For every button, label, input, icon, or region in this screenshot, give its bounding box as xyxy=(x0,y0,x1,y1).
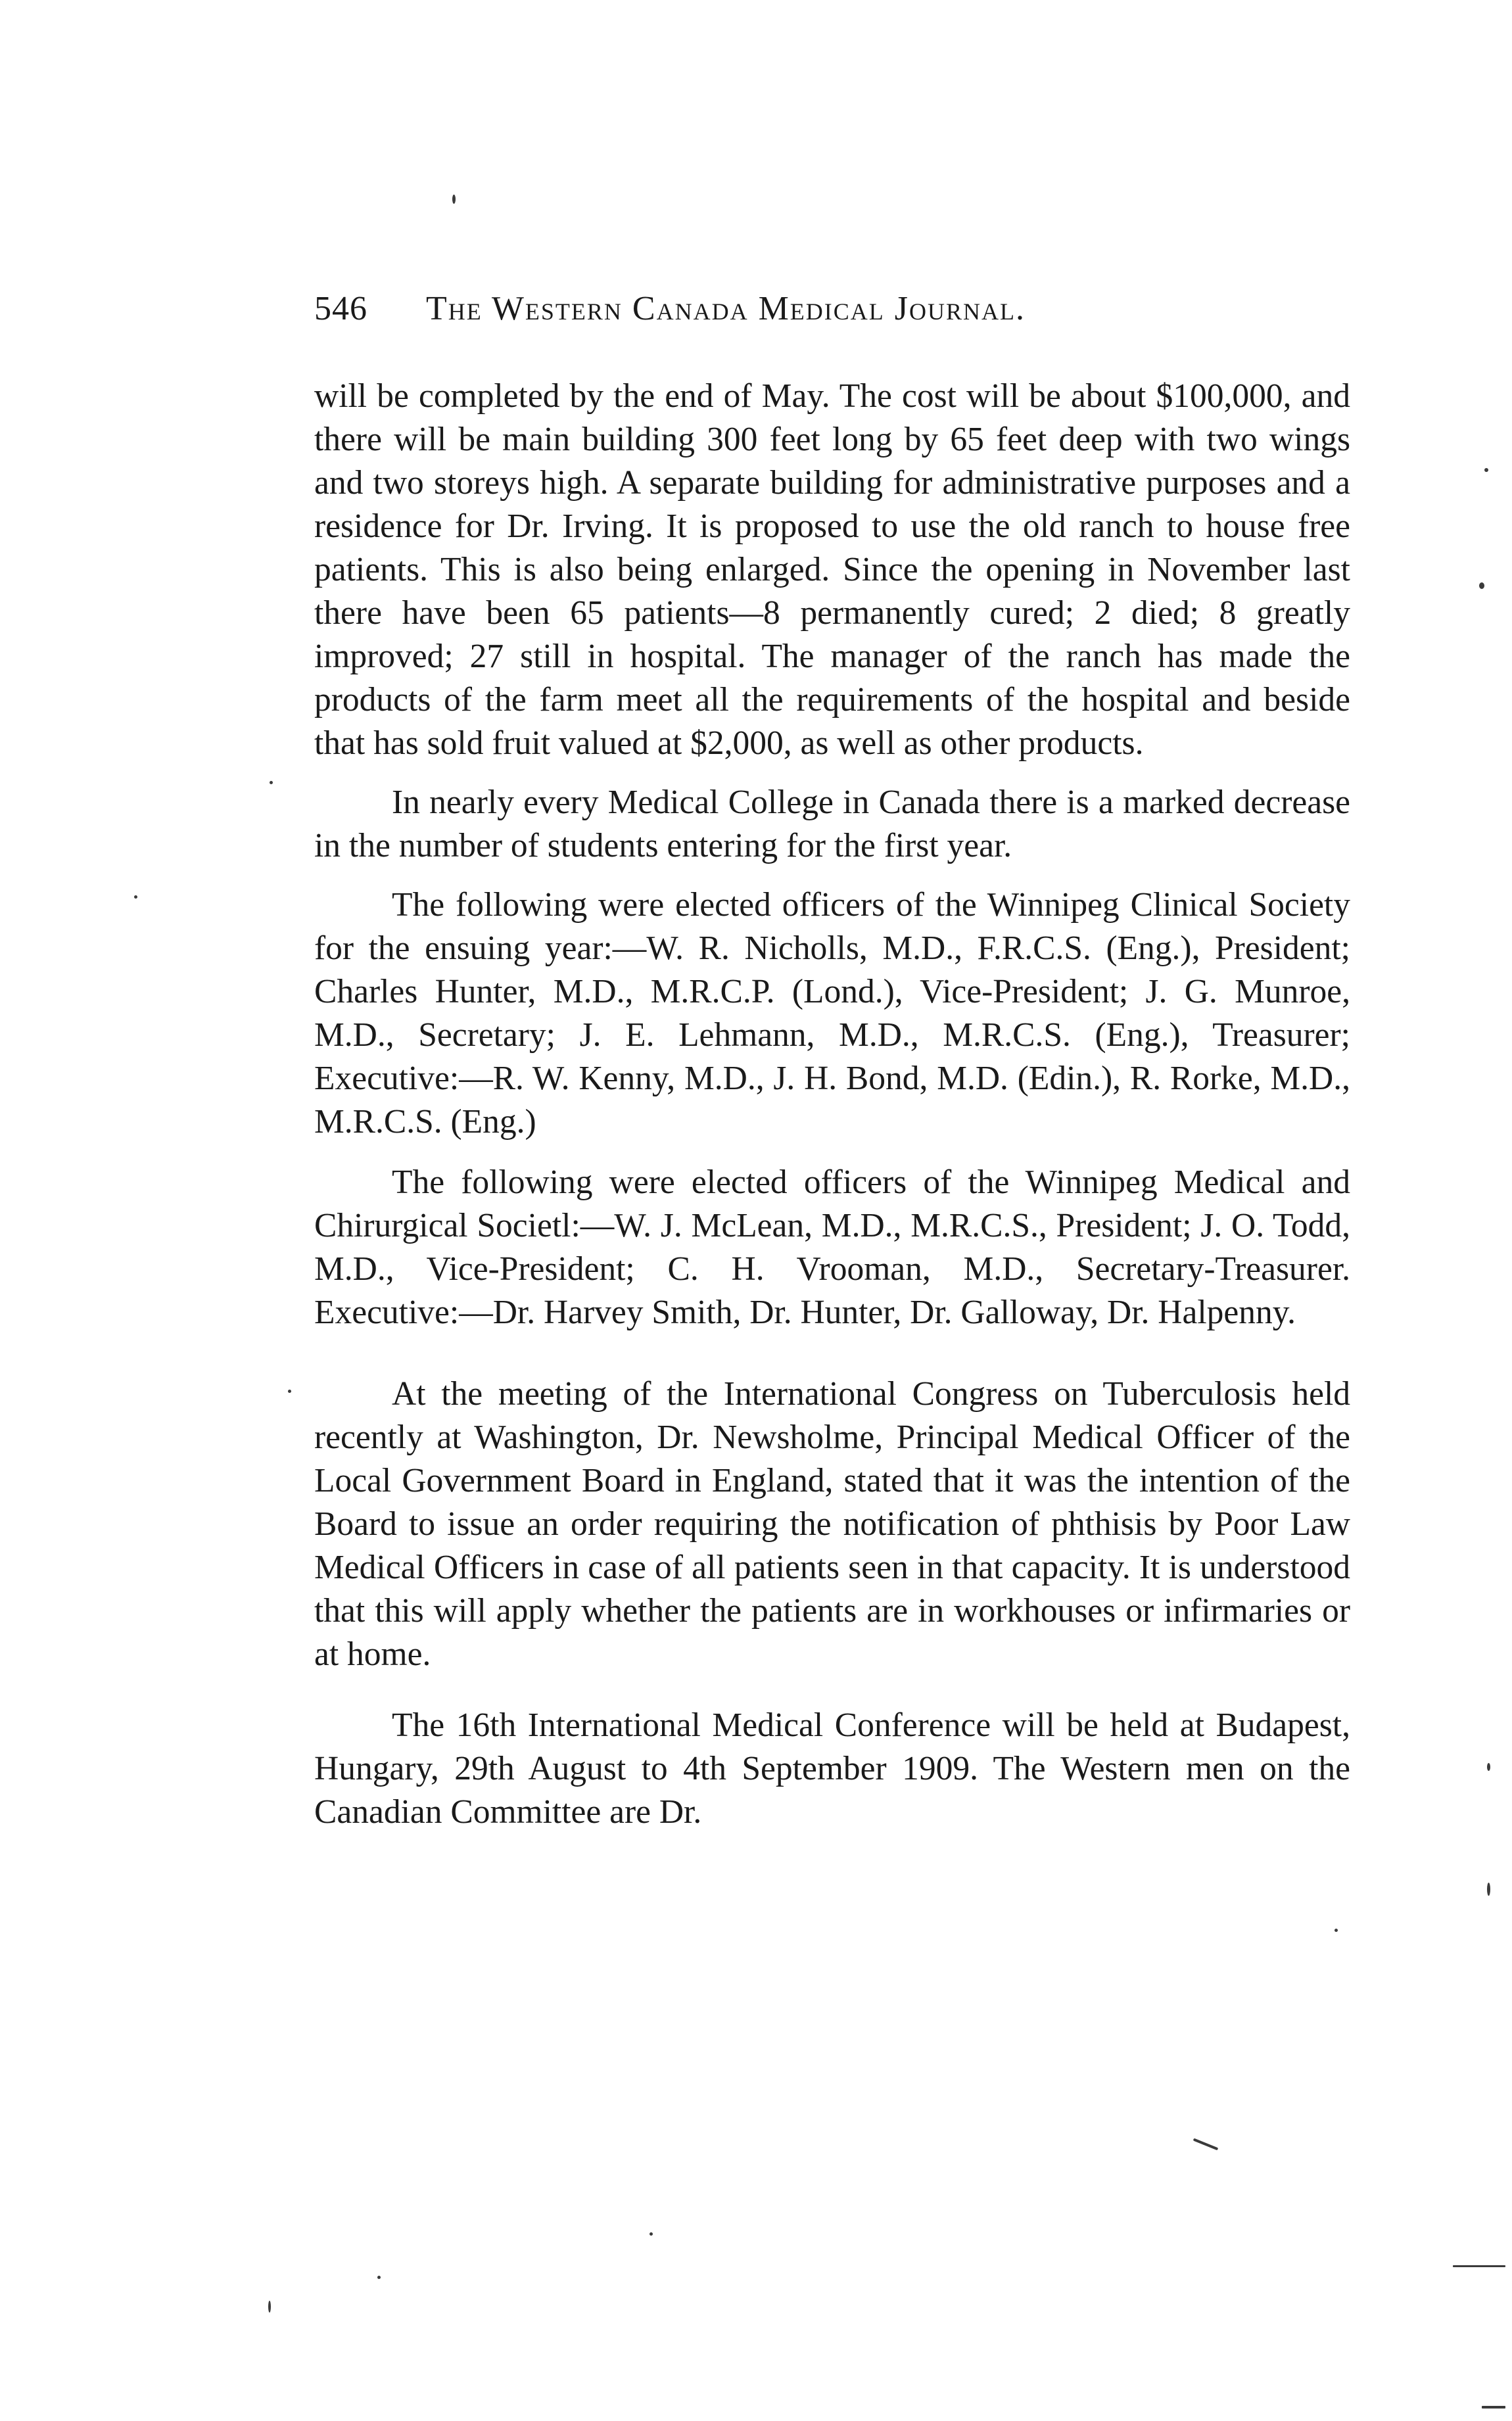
scan-speck xyxy=(1484,468,1488,472)
paragraph-chirurgical-society-officers: The following were elected officers of the Winnipeg Medical and Chirurgical Societl:—W. J. McLean, M.D., M.R.C.S., President; J. O. Todd, M.D., Vice-President; C. H. Vrooman, M.D., Secretary-Treasurer. Executive:—Dr. Harvey Smith, Dr. Hunter, Dr. Galloway, Dr. Halpenny. xyxy=(314,1163,1350,1331)
scan-speck xyxy=(268,2301,271,2313)
paragraph-sanatorium-continued: will be completed by the end of May. The cost will be about $100,000, and there will be main building 300 feet long by 65 feet deep with two wings and two storeys high. A separate building for administrative purposes and a residence for Dr. Irving. It is proposed to use the old ranch to house free patients. This is also being enlarged. Since the opening in November last there have been 65 patients—8 permanently cured; 2 died; 8 greatly improved; 27 still in hospital. The manager of the ranch has made the products of the farm meet all the requirements of the hospital and beside that has sold fruit valued at $2,000, as well as other products. xyxy=(314,377,1350,762)
scan-speck xyxy=(650,2232,653,2236)
scan-speck xyxy=(1479,582,1484,589)
paragraph-clinical-society-officers: The following were elected officers of the Winnipeg Clinical Society for the ensuing year:—W. R. Nicholls, M.D., F.R.C.S. (Eng.), President; Charles Hunter, M.D., M.R.C.P. (Lond.), Vice-President; J. G. Munroe, M.D., Secretary; J. E. Lehmann, M.D., M.R.C.S. (Eng.), Treasurer; Executive:—R. W. Kenny, M.D., J. H. Bond, M.D. (Edin.), R. Rorke, M.D., M.R.C.S. (Eng.) xyxy=(314,886,1350,1140)
scan-speck xyxy=(1335,1929,1338,1932)
scan-speck xyxy=(1453,2265,1505,2267)
scan-speck xyxy=(377,2276,381,2279)
scan-speck xyxy=(1482,2406,1505,2409)
running-head xyxy=(314,289,1274,342)
paragraph-student-decrease: In nearly every Medical College in Canada there is a marked decrease in the number of students entering for the first year. xyxy=(314,784,1350,864)
scan-speck xyxy=(1193,2138,1219,2151)
scan-speck xyxy=(1487,1763,1490,1771)
paragraph-tuberculosis-congress: At the meeting of the International Congress on Tuberculosis held recently at Washington, Dr. Newsholme, Principal Medical Officer of the Local Government Board in England, stated that it was the intention of the Board to issue an order requiring the notification of phthisis by Poor Law Medical Officers in case of all patients seen in that capacity. It is understood that this will apply whether the patients are in workhouses or infirmaries or at home. xyxy=(314,1375,1350,1673)
paragraph-medical-conference: The 16th International Medical Conference will be held at Budapest, Hungary, 29th August to 4th September 1909. The Western men on the Canadian Committee are Dr. xyxy=(314,1706,1350,1831)
article-body xyxy=(314,375,1350,1834)
page-number: 546 xyxy=(314,290,367,327)
scan-speck xyxy=(452,195,456,204)
scan-speck xyxy=(1487,1883,1490,1896)
scan-speck xyxy=(288,1390,291,1393)
journal-title: The Western Canada Medical Journal. xyxy=(426,290,1026,327)
scan-speck xyxy=(134,895,137,899)
scan-speck xyxy=(270,781,273,784)
